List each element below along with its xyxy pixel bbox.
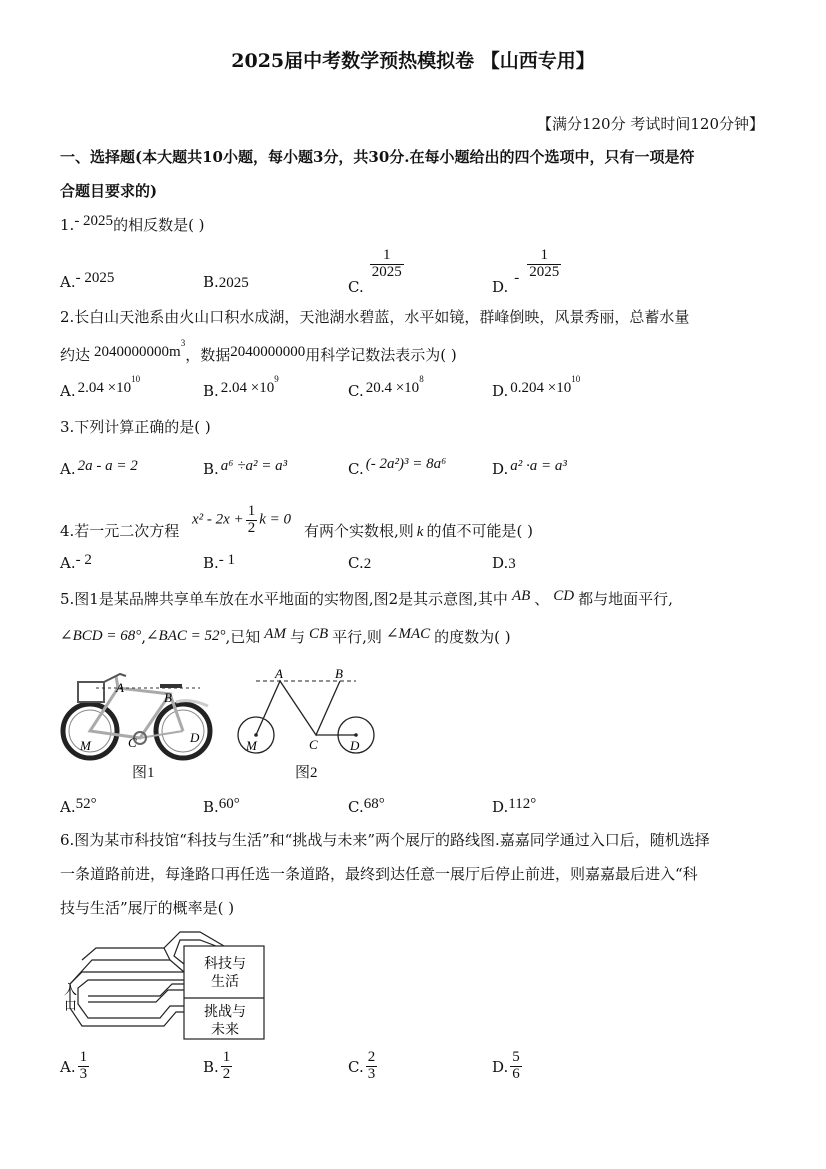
option-a[interactable]: A. 2a - a = 2 [60, 458, 138, 478]
fig2-caption: 图2 [295, 765, 318, 781]
fig2-point-b: B [335, 666, 343, 681]
section-heading-cont: 合题目要求的) [60, 182, 158, 200]
question-3-stem: 3.下列计算正确的是( ) [60, 418, 211, 436]
bicycle-schematic [232, 662, 382, 760]
hall2-label-1: 挑战与 [204, 1005, 246, 1020]
fig1-point-d: D [190, 730, 200, 745]
question-5-line1: 5.图1是某品牌共享单车放在水平地面的实物图,图2是其示意图,其中 AB 、 CD 都与地面平行, [60, 588, 673, 608]
question-6-options [60, 1050, 780, 1094]
option-b[interactable]: B.- 1 [203, 552, 236, 572]
q1-expr: - 2025 [74, 213, 114, 229]
option-a[interactable]: A.- 2025 [60, 270, 115, 291]
option-d[interactable]: D. $\frac{5}{6}$ [492, 1049, 520, 1082]
option-d[interactable]: D. - $\frac{1}{2025}$ [492, 247, 560, 297]
q4-equation: x² - 2x + $\frac{1}{2}$ k = 0 [192, 503, 291, 536]
fig2-point-d: D [350, 738, 360, 753]
question-1-stem [60, 214, 205, 235]
fig1-caption: 图1 [132, 765, 155, 781]
option-b[interactable]: B. $2.04 \times 10^9$ [203, 374, 279, 400]
option-b[interactable]: B.60° [203, 796, 240, 816]
question-3-options [60, 456, 780, 484]
option-d[interactable]: D.3 [492, 554, 516, 572]
option-d[interactable]: D. $0.204 \times 10^{10}$ [492, 374, 581, 400]
question-1-options [60, 247, 780, 297]
option-c[interactable]: C.68° [348, 796, 385, 816]
q1-suffix: 的相反数是( ) [113, 216, 205, 234]
bicycle-figure [60, 658, 220, 766]
hall1-label-1: 科技与 [204, 957, 246, 972]
question-5-options [60, 798, 780, 822]
option-a[interactable]: A.52° [60, 796, 97, 816]
option-a[interactable]: A. $2.04 \times 10^{10}$ [60, 374, 141, 400]
fig1-point-b: B [164, 690, 172, 705]
question-2-line2: 约达 $2040000000m^3$，数据2040000000用科学记数法表示为( ) [60, 338, 457, 364]
option-a[interactable]: A.- 2 [60, 552, 92, 572]
section-heading: 一、选择题(本大题共10小题，每小题3分，共30分.在每小题给出的四个选项中，只有一项是符 [60, 148, 695, 166]
question-4-stem: 4.若一元二次方程 x² - 2x + $\frac{1}{2}$ k = 0 有两个实数根,则 k 的值不可能是( ) [60, 503, 533, 540]
question-6-line3: 技与生活”展厅的概率是( ) [60, 899, 235, 917]
fig2-point-c: C [309, 737, 318, 752]
route-map [60, 926, 270, 1044]
option-d[interactable]: D. a² ·a = a³ [492, 458, 567, 478]
map-entry-1: 入 [64, 982, 78, 997]
q1-number: 1. [60, 216, 75, 234]
option-b[interactable]: B. $\frac{1}{2}$ [203, 1049, 231, 1082]
page-title: 2025届中考数学预热模拟卷 【山西专用】 [231, 50, 595, 72]
question-6-line2: 一条道路前进，每逢路口再任选一条道路，最终到达任意一展厅后停止前进，则嘉嘉最后进入“科 [60, 865, 698, 883]
option-c[interactable]: C. $\frac{2}{3}$ [348, 1049, 376, 1082]
option-c[interactable]: C.2 [348, 554, 372, 572]
hall2-label-2: 未来 [211, 1023, 239, 1038]
question-6-line1: 6.图为某市科技馆“科技与生活”和“挑战与未来”两个展厅的路线图.嘉嘉同学通过入口后，随机选择 [60, 831, 710, 849]
option-b[interactable]: B.2025 [203, 273, 249, 291]
fig1-point-m: M [80, 738, 91, 753]
fig2-point-m: M [246, 738, 257, 753]
option-a[interactable]: A. $\frac{1}{3}$ [60, 1049, 88, 1082]
exam-meta: 【满分120分 考试时间120分钟】 [536, 115, 764, 133]
option-c[interactable]: C. (- 2a²)³ = 8a⁶ [348, 456, 447, 478]
question-5-line2: ∠BCD = 68°,∠BAC = 52°,已知 AM 与 CB 平行,则 ∠MAC 的度数为( ) [60, 626, 511, 646]
map-entry-2: 口 [64, 998, 78, 1013]
fig1-point-c: C [128, 735, 137, 750]
question-4-options [60, 554, 780, 578]
hall1-label-2: 生活 [211, 975, 239, 990]
fig1-point-a: A [116, 680, 124, 695]
fig2-point-a: A [275, 666, 283, 681]
option-d[interactable]: D.112° [492, 796, 537, 816]
option-c[interactable]: C. $20.4 \times 10^8$ [348, 374, 424, 400]
question-2-line1: 2.长白山天池系由火山口积水成湖，天池湖水碧蓝，水平如镜，群峰倒映，风景秀丽，总蓄水量 [60, 308, 690, 326]
question-2-options [60, 374, 780, 406]
option-b[interactable]: B. a⁶ ÷a² = a³ [203, 458, 288, 478]
option-c[interactable]: C. $\frac{1}{2025}$ [348, 247, 402, 297]
